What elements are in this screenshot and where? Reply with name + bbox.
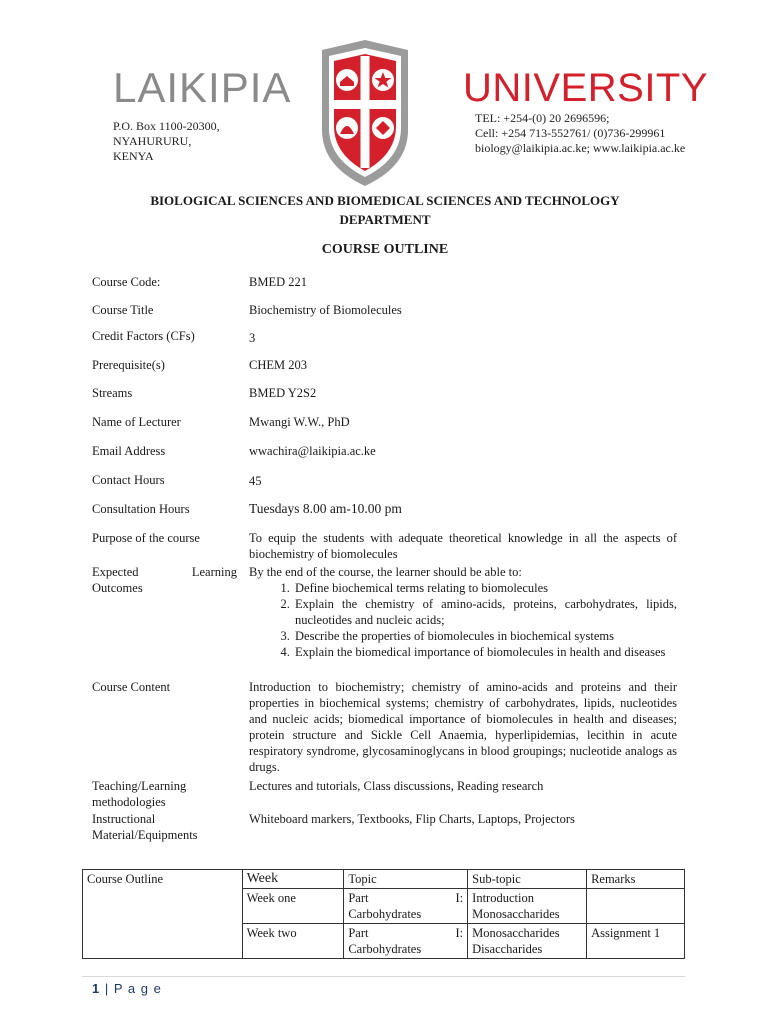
footer-separator: | — [104, 981, 110, 996]
week-cell: Week one — [242, 889, 344, 924]
table-header-row — [83, 870, 685, 889]
subtopic-cell: Monosaccharides Disaccharides — [468, 924, 587, 959]
course-outline-table — [82, 869, 685, 959]
credit-factors-label: Credit Factors (CFs) — [92, 329, 195, 343]
telephone: TEL: +254-(0) 20 2696596; — [475, 111, 610, 125]
outcomes-intro: By the end of the course, the learner should be able to: — [249, 565, 522, 579]
teaching-methodologies-value: Lectures and tutorials, Class discussions, Reading research — [249, 779, 544, 793]
teaching-methodologies-label: Teaching/Learning methodologies — [92, 779, 187, 809]
instructional-material-label: Instructional Material/Equipments — [92, 812, 198, 842]
course-code-value: BMED 221 — [249, 275, 307, 289]
topic-cell: Part I: Carbohydrates — [344, 889, 468, 924]
column-header-subtopic: Sub-topic — [468, 870, 587, 889]
university-crest-logo — [318, 38, 412, 188]
purpose-label: Purpose of the course — [92, 531, 200, 545]
cell-phone: Cell: +254 713-552761/ (0)736-299961 — [475, 126, 666, 140]
remarks-cell: Assignment 1 — [587, 924, 685, 959]
outcome-item: 1. Define biochemical terms relating to biomolecules — [293, 580, 677, 596]
postal-address: P.O. Box 1100-20300, NYAHURURU, KENYA — [113, 119, 220, 163]
streams-label: Streams — [92, 386, 133, 400]
email-web-links[interactable]: biology@laikipia.ac.ke; www.laikipia.ac.ke — [475, 141, 686, 155]
contact-hours-value: 45 — [249, 474, 262, 488]
course-content-value: Introduction to biochemistry; chemistry of amino-acids and proteins and their properties in biochemical systems; chemistry of carbohydrates, lipids, nucleotides and nucleic acids; biomedical importance of biomolecules in health and diseases; protein structure and Sickle Cell Anaemia, hyperlipidemias, lecithin in acute respiratory syndrome, glycosaminoglycans in blood groupings; nucleotide analogs as drugs. — [249, 680, 677, 774]
lecturer-value: Mwangi W.W., PhD — [249, 415, 350, 429]
purpose-value: To equip the students with adequate theoretical knowledge in all the aspects of biochemistry of biomolecules — [249, 531, 677, 561]
page-number: 1 — [92, 981, 101, 996]
remarks-cell — [587, 889, 685, 924]
contact-hours-label: Contact Hours — [92, 473, 165, 487]
course-code-label: Course Code: — [92, 275, 161, 289]
column-header-remarks: Remarks — [587, 870, 685, 889]
email-value[interactable]: wwachira@laikipia.ac.ke — [249, 444, 376, 458]
page-footer — [92, 981, 162, 996]
outcome-item: 3. Describe the properties of biomolecules in biochemical systems — [293, 628, 677, 644]
department-heading: BIOLOGICAL SCIENCES AND BIOMEDICAL SCIENCES AND TECHNOLOGY DEPARTMENT — [150, 193, 620, 227]
course-title-label: Course Title — [92, 303, 154, 317]
course-outline-row-label: Course Outline — [83, 870, 243, 959]
page-word: P a g e — [113, 981, 162, 996]
university-name-left: LAIKIPIA — [113, 64, 292, 111]
university-name-right: UNIVERSITY — [463, 66, 709, 110]
consultation-hours-value: Tuesdays 8.00 am-10.00 pm — [249, 501, 402, 516]
contact-details — [475, 111, 685, 156]
instructional-material-value: Whiteboard markers, Textbooks, Flip Charts, Laptops, Projectors — [249, 812, 575, 826]
email-label: Email Address — [92, 444, 166, 458]
course-outline-title: COURSE OUTLINE — [321, 242, 449, 257]
outcomes-list — [249, 580, 677, 660]
expected-outcomes-value — [249, 564, 677, 660]
footer-divider — [82, 976, 685, 977]
outcome-item: 4. Explain the biomedical importance of biomolecules in health and diseases — [293, 644, 677, 660]
course-content-label: Course Content — [92, 680, 171, 694]
outcome-item: 2. Explain the chemistry of amino-acids, proteins, carbohydrates, lipids, nucleotides and nucleic acids; — [293, 596, 677, 628]
prerequisites-label: Prerequisite(s) — [92, 358, 165, 372]
column-header-week: Week — [242, 870, 344, 889]
topic-cell: Part I: Carbohydrates — [344, 924, 468, 959]
subtopic-cell: Introduction Monosaccharides — [468, 889, 587, 924]
lecturer-label: Name of Lecturer — [92, 415, 181, 429]
course-title-value: Biochemistry of Biomolecules — [249, 303, 402, 317]
expected-outcomes-label: Expected Learning Outcomes — [92, 565, 237, 595]
consultation-hours-label: Consultation Hours — [92, 502, 190, 516]
column-header-topic: Topic — [344, 870, 468, 889]
streams-value: BMED Y2S2 — [249, 386, 317, 400]
credit-factors-value: 3 — [249, 331, 256, 345]
prerequisites-value: CHEM 203 — [249, 358, 307, 372]
week-cell: Week two — [242, 924, 344, 959]
